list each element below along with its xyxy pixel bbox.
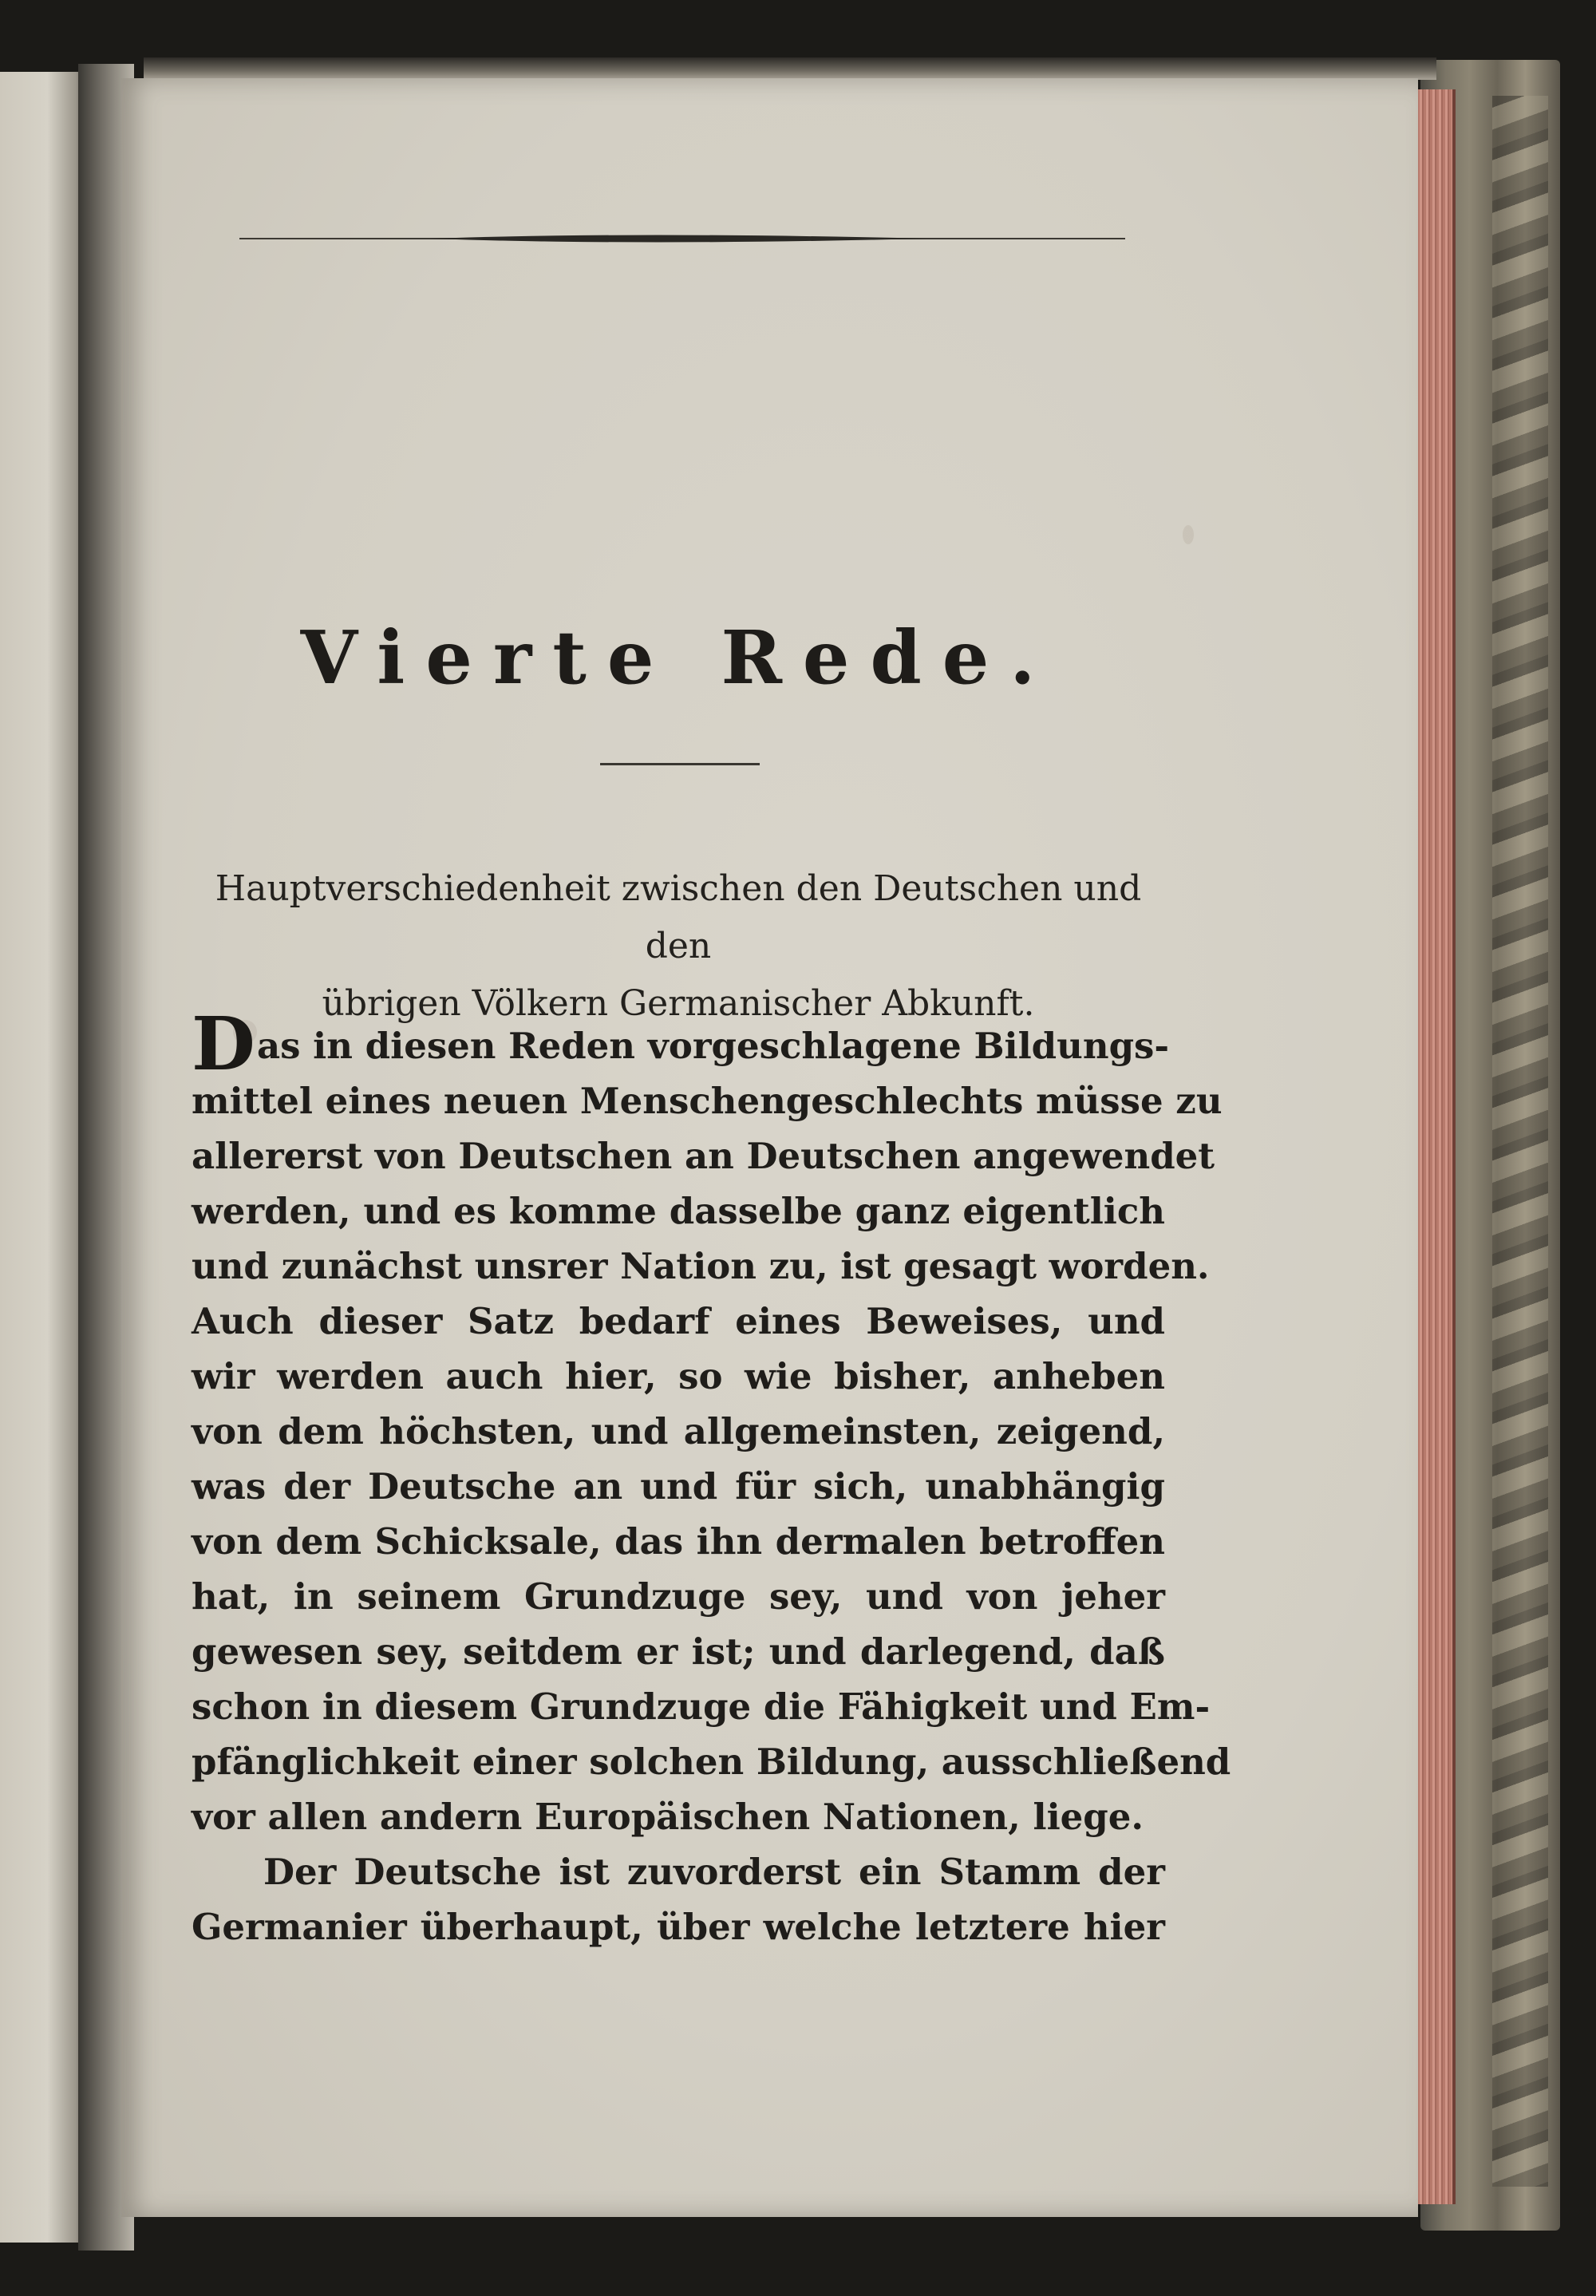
body-line-first: as in diesen Reden vorgeschlagene Bildungs- [257,1025,1170,1067]
body-line: von dem höchsten, und allgemeinsten, zeigend, [192,1410,1165,1452]
title-divider [600,763,760,765]
body-line: hat, in seinem Grundzuge sey, und von jeher [192,1575,1165,1618]
body-line: gewesen sey, seitdem er ist; und darlegend, daß [192,1630,1165,1673]
page-top-edge [144,57,1436,80]
body-line: und zunächst unsrer Nation zu, ist gesagt worden. [192,1245,1210,1287]
marbled-cover-edge [1492,96,1548,2187]
subtitle-line: übrigen Völkern Germanischer Abkunft. [322,983,1035,1024]
body-line: mittel eines neuen Menschengeschlechts müsse zu [192,1080,1223,1122]
body-text [192,1073,1231,1954]
drop-cap: D [192,1001,255,1087]
body-line: wir werden auch hier, so wie bisher, anheben [192,1355,1165,1397]
body-line: pfänglichkeit einer solchen Bildung, ausschließend [192,1741,1231,1783]
chapter-subtitle [184,860,1173,1033]
body-line: vor allen andern Europäischen Nationen, liege. [192,1796,1144,1838]
paper-spot [1183,525,1194,544]
body-line: werden, und es komme dasselbe ganz eigentlich [192,1190,1165,1232]
decorative-rule [239,233,1125,244]
body-line: Der Deutsche ist zuvorderst ein Stamm der [263,1851,1165,1893]
body-line: allererst von Deutschen an Deutschen angewendet [192,1135,1215,1177]
body-line: Germanier überhaupt, über welche letztere hier [192,1906,1165,1948]
body-line: von dem Schicksale, das ihn dermalen betroffen [192,1520,1165,1563]
left-facing-page [0,72,86,2243]
subtitle-line: Hauptverschiedenheit zwischen den Deutschen und den [215,868,1142,966]
body-line: was der Deutsche an und für sich, unabhängig [192,1465,1165,1508]
body-line: Auch dieser Satz bedarf eines Beweises, und [192,1300,1165,1342]
chapter-title: Vierte Rede. [300,615,1057,701]
body-line: schon in diesem Grundzuge die Fähigkeit und Em- [192,1685,1211,1728]
